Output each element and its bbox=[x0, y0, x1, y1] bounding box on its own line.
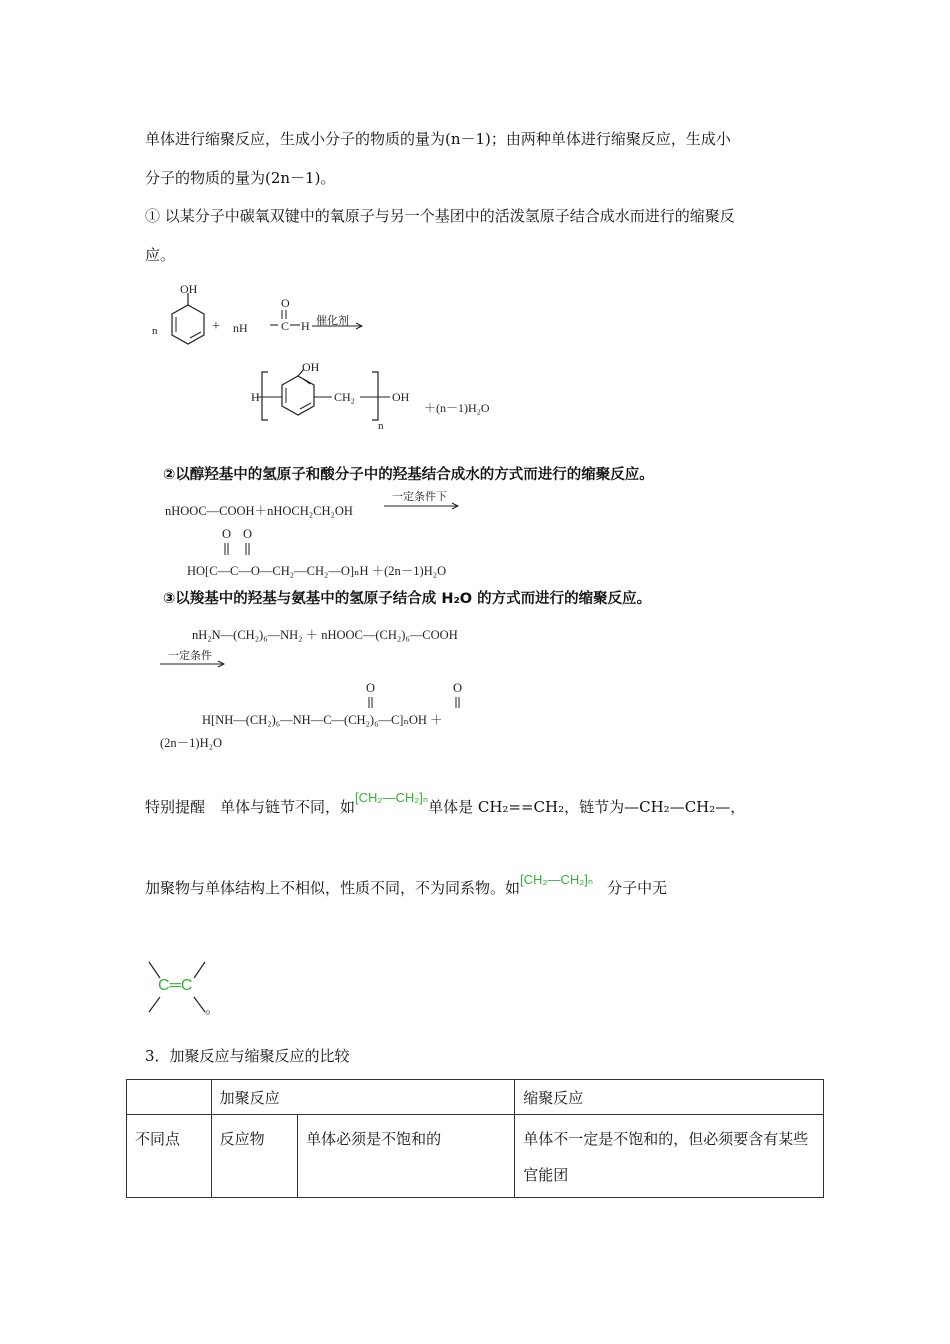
special-note-rest: 单体是 CH₂==CH₂，链节为—CH₂—CH₂—， bbox=[428, 798, 746, 816]
table-header-cell: 加聚反应 bbox=[211, 1080, 515, 1115]
reaction-1-structures bbox=[140, 280, 540, 440]
reaction-2-o2: O bbox=[243, 527, 253, 541]
product-h: H bbox=[251, 390, 260, 404]
reaction-3-heading: ③以羧基中的羟基与氨基中的氢原子结合成 H₂O 的方式而进行的缩聚反应。 bbox=[163, 591, 652, 607]
product-oh-top: OH bbox=[302, 360, 320, 374]
phenol-oh-label: OH bbox=[180, 282, 198, 296]
cc-label: C═C bbox=[158, 977, 193, 994]
reaction-3-arrow bbox=[160, 658, 230, 670]
table-cell: 不同点 bbox=[127, 1115, 212, 1198]
n-coefficient: n bbox=[152, 325, 158, 337]
reaction-3-water: (2n－1)H₂O bbox=[160, 736, 222, 750]
formaldehyde-c: C bbox=[281, 319, 290, 333]
reaction-2-condition: 一定条件下 bbox=[392, 491, 447, 503]
special-note-label: 特别提醒 单体与链节不同，如 bbox=[145, 798, 356, 816]
product-ch2: CH₂ bbox=[334, 390, 355, 404]
comparison-table bbox=[126, 1079, 824, 1198]
special-note-line-2-text: 加聚物与单体结构上不相似，性质不同，不为同系物。如 bbox=[145, 879, 521, 897]
special-note-line-2 bbox=[145, 872, 668, 899]
reaction-2-arrow bbox=[384, 500, 464, 512]
reaction-2-reactants: nHOOC—COOH＋nHOCH₂CH₂OH bbox=[165, 504, 353, 518]
product-double-bond bbox=[302, 378, 310, 384]
reaction-3-reactants: nH₂N—(CH₂)₆—NH₂ ＋ nHOOC—(CH₂)₆—COOH bbox=[192, 628, 458, 642]
reaction-3-condition: 一定条件 bbox=[168, 650, 212, 662]
bracket-right bbox=[372, 372, 378, 420]
bracket-left bbox=[262, 372, 268, 420]
catalyst-label: 催化剂 bbox=[316, 315, 349, 327]
reaction-2-carbonyl-bonds bbox=[220, 541, 260, 561]
table-header-cell bbox=[127, 1080, 212, 1115]
table-cell: 单体不一定是不饱和的，但必须要含有某些官能团 bbox=[515, 1115, 824, 1198]
table-cell: 反应物 bbox=[211, 1115, 298, 1198]
polyethylene-formula-1: [CH₂—CH₂]ₙ bbox=[355, 790, 429, 805]
paragraph-1-line-1: 单体进行缩聚反应，生成小分子的物质的量为(n－1)；由两种单体进行缩聚反应，生成小 bbox=[145, 130, 731, 148]
formaldehyde-h: H bbox=[301, 319, 310, 333]
reaction-3-product: H[NH—(CH₂)₆—NH—C—(CH₂)₆—C]ₙOH ＋ bbox=[202, 713, 443, 727]
paragraph-2-line-2: 应。 bbox=[145, 246, 176, 264]
special-note-line-2-end: 分子中无 bbox=[607, 879, 668, 897]
phenol-ring bbox=[172, 305, 204, 344]
table-header-row bbox=[127, 1080, 824, 1115]
reaction-2-o1: O bbox=[222, 527, 232, 541]
product-oh: OH bbox=[392, 390, 410, 404]
water-byproduct: ＋(n－1)H₂O bbox=[424, 401, 490, 415]
table-cell: 单体必须是不饱和的 bbox=[298, 1115, 515, 1198]
cc-period: 。 bbox=[205, 999, 221, 1017]
section-3-title: 3．加聚反应与缩聚反应的比较 bbox=[145, 1047, 350, 1065]
paragraph-2-line-1: ① 以某分子中碳氧双键中的氧原子与另一个基团中的活泼氢原子结合成水而进行的缩聚反 bbox=[145, 207, 735, 225]
formaldehyde-nh: nH bbox=[233, 321, 248, 335]
reaction-2-heading: ②以醇羟基中的氢原子和酸分子中的羟基结合成水的方式而进行的缩聚反应。 bbox=[163, 467, 654, 483]
plus-sign: + bbox=[212, 319, 220, 334]
paragraph-1-line-2: 分子的物质的量为(2n－1)。 bbox=[145, 169, 336, 187]
reaction-3-o2: O bbox=[453, 681, 463, 695]
special-note-line-1 bbox=[145, 790, 746, 818]
product-subscript-n: n bbox=[378, 420, 384, 432]
reaction-2-product: HO[C—C—O—CH₂—CH₂—O]ₙH ＋(2n－1)H₂O bbox=[187, 564, 447, 578]
table-header-cell: 缩聚反应 bbox=[515, 1080, 824, 1115]
reaction-3-o1: O bbox=[366, 681, 376, 695]
polyethylene-formula-2: [CH₂—CH₂]ₙ bbox=[520, 872, 594, 887]
formaldehyde-o: O bbox=[281, 296, 290, 310]
table-row bbox=[127, 1115, 824, 1198]
product-ring bbox=[282, 376, 314, 415]
